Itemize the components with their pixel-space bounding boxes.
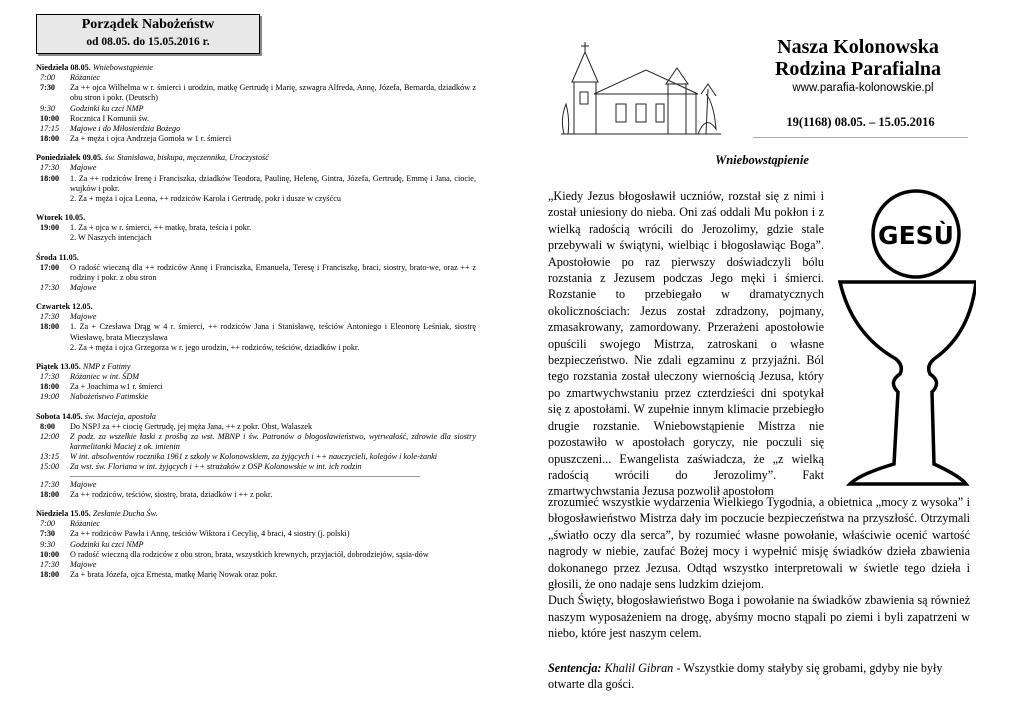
mass-intention: W int. absolwentów rocznika 1961 z szkoły w Kolonowskiem, za żyjących i ++ nauczycieli, kolegów i kole-żanki bbox=[70, 452, 438, 462]
day-date: Czwartek 12.05. bbox=[36, 302, 93, 312]
mass-entry bbox=[36, 480, 476, 490]
day-title bbox=[36, 253, 476, 263]
mass-entry bbox=[36, 174, 476, 194]
mass-time: 15:00 bbox=[40, 462, 60, 472]
mass-intention: 1. Za ++ rodziców Irenę i Franciszka, dziadków Teodora, Paulinę, Helenę, Gintra, Józefa, Gertrudę, Emmę i Jana, ciocie, wujków i pokr. bbox=[70, 173, 476, 193]
day-feast: św. Stanisława, biskupa, męczennika, Uroczystość bbox=[105, 153, 269, 163]
mass-entry bbox=[36, 322, 476, 342]
mass-entry bbox=[36, 570, 476, 580]
day-feast: NMP z Fatimy bbox=[82, 362, 131, 372]
mass-entry bbox=[36, 392, 476, 402]
mass-intention: Za + Joachima w1 r. śmierci bbox=[70, 382, 163, 392]
mass-intention: Różaniec bbox=[70, 519, 101, 529]
mass-intention: Za ++ rodziców, teściów, siostrę, brata, dziadków i ++ z pokr. bbox=[70, 489, 273, 499]
mass-entry bbox=[36, 312, 476, 322]
schedule-header bbox=[36, 14, 260, 54]
mass-intention: Godzinki ku czci NMP bbox=[70, 103, 144, 113]
mass-entry bbox=[36, 550, 476, 560]
sentence bbox=[548, 660, 970, 693]
mass-time: 18:00 bbox=[40, 570, 60, 580]
mass-entry bbox=[36, 490, 476, 500]
schedule-day bbox=[36, 253, 476, 294]
mass-time: 9:30 bbox=[40, 539, 56, 549]
schedule-day bbox=[36, 153, 476, 204]
sentence-text: - Wszystkie domy stałyby się grobami, gdyby nie były otwarte dla gości. bbox=[548, 661, 943, 692]
day-title bbox=[36, 302, 476, 312]
mass-time: 19:00 bbox=[40, 392, 60, 402]
schedule-day bbox=[36, 509, 476, 580]
mass-entry bbox=[36, 452, 476, 462]
mass-intention: O radość wieczną dla ++ rodziców Annę i Franciszka, Emanuela, Teresę i Franciszkę, braci, siostry, brato-we, oraz ++ z rodziny i pokr. z obu stron bbox=[70, 262, 476, 282]
chalice-illustration bbox=[830, 184, 976, 489]
schedule-dates: od 08.05. do 15.05.2016 r. bbox=[86, 36, 210, 48]
mass-intention: 1. Za + Czesława Drąg w 4 r. śmierci, ++ rodziców Jana i Stanisławę, teściów Antoniego i Eleonorę Leśniak, siostrę Wiesławę, brata Mieczysława bbox=[70, 322, 476, 342]
mass-intention: 2. Za + męża i ojca Leona, ++ rodziców Karola i Gertrudę, pokr i dusze w czyśćcu bbox=[70, 194, 341, 204]
mass-time: 18:00 bbox=[40, 134, 60, 144]
schedule-day bbox=[36, 362, 476, 403]
article-paragraph-1: „Kiedy Jezus błogosławił uczniów, rozstał się z nimi i został uniesiony do nieba. Oni zaś oddali Mu pokłon i z wielką radością wrócili do Jerozolimy, gdzie stale przebywali w świątyni, wielbiąc i błogosławiąc Boga”. Apostołowie po raz pierwszy doświadczyli bólu rozstania z Jezusem podczas Jego męki i śmierci. Rozstanie to przebiegało w dramatycznych okolicznościach: Jezus został zdradzony, pojmany, zmasakrowany, zamordowany. Przerażeni apostołowie opuścili swojego Mistrza, zatroskani o własne bezpieczeństwo. Nie zdali egzaminu z przyjaźni. Ból tego rozstania został uleczony wiernością Jezusa, który po zmartwychwstaniu przez czterdzieści dni spotykał się z apostołami. W zupełnie innym klimacie przebiegło drugie rozstanie. Wniebowstąpienie Mistrza nie pozostawiło w apostołach goryczy, nie poczuli się opuszczeni... Ewangelista zaświadcza, że „z wielką radością wrócili do Jerozolimy”. Fakt zmartwychwstania Jezusa pozwolił apostołom bbox=[548, 189, 824, 499]
day-date: Sobota 14.05. bbox=[36, 411, 83, 421]
mass-entry bbox=[36, 73, 476, 83]
mass-intention: Za + męża i ojca Andrzeja Gomoła w 1 r. śmierci bbox=[70, 134, 232, 144]
mass-entry bbox=[36, 223, 476, 233]
mass-entry bbox=[36, 283, 476, 293]
mass-time: 17:30 bbox=[40, 559, 60, 569]
mass-entry bbox=[36, 560, 476, 570]
mass-entry bbox=[36, 83, 476, 103]
day-title bbox=[36, 63, 476, 73]
mass-intention: Za ++ ojca Wilhelma w r. śmierci i urodzin, matkę Gertrudę i Marię, szwagra Alfreda, Annę, Józefa, Bernarda, dziadków z obu stron i pokr. (Deutsch) bbox=[70, 83, 476, 103]
mass-time: 17:30 bbox=[40, 479, 60, 489]
sentence-author: Khalil Gibran bbox=[604, 661, 674, 675]
title-line-1: Nasza Kolonowska bbox=[777, 36, 939, 58]
mass-entry bbox=[36, 233, 476, 243]
day-date: Piątek 13.05. bbox=[36, 362, 81, 372]
mass-time: 18:00 bbox=[40, 382, 60, 392]
mass-intention: Różaniec w int. ŚDM bbox=[70, 372, 140, 382]
mass-entry bbox=[36, 372, 476, 382]
mass-intention: Za ++ rodziców Pawła i Annę, teściów Wiktora i Cecylię, 4 braci, 4 siostry (j. polski) bbox=[70, 529, 350, 539]
mass-time: 7:30 bbox=[40, 529, 56, 539]
mass-time: 10:00 bbox=[40, 549, 60, 559]
mass-time: 17:30 bbox=[40, 283, 60, 293]
title-line-2: Rodzina Parafialna bbox=[774, 58, 942, 80]
mass-entry bbox=[36, 462, 476, 472]
mass-time: 10:00 bbox=[40, 113, 60, 123]
mass-intention: Nabożeństwo Fatimskie bbox=[70, 392, 149, 402]
mass-intention: Godzinki ku czci NMP bbox=[70, 539, 144, 549]
mass-intention: O radość wieczną dla rodziców z obu stron, brata, wszystkich krewnych, przyjaciół, dobrodziejów, sąsia-dów bbox=[70, 549, 429, 559]
article-paragraph-2 bbox=[548, 494, 970, 642]
day-date: Niedziela 15.05. bbox=[36, 509, 91, 519]
mass-intention: Majowe bbox=[70, 163, 97, 173]
day-title bbox=[36, 412, 476, 422]
day-date: Wtorek 10.05. bbox=[36, 213, 86, 223]
mass-time: 18:00 bbox=[40, 489, 60, 499]
mass-intention: Za + brata Józefa, ojca Ernesta, matkę Marię Nowak oraz pokr. bbox=[70, 570, 278, 580]
mass-time bbox=[36, 233, 70, 243]
sentence-label: Sentencja: bbox=[548, 661, 602, 675]
mass-entry bbox=[36, 124, 476, 134]
mass-intention: Z podz. za wszelkie łaski z prośbą za wst. MBNP i św. Patronów o błogosławieństwo, wytrwałość, zdrowie dla siostry karmelitanki Maciej z ok. imienin bbox=[70, 431, 476, 452]
parish-url: www.parafia-kolonowskie.pl bbox=[792, 82, 934, 94]
mass-intention: Za wst. św. Floriana w int. żyjących i ++ strażaków z OSP Kolonowskie w int. ich rodzin bbox=[70, 462, 362, 472]
mass-time: 17:30 bbox=[40, 312, 60, 322]
mass-time: 7:00 bbox=[40, 519, 56, 529]
mass-intention: 2. W Naszych intencjach bbox=[70, 233, 152, 243]
day-date: Poniedziałek 09.05. bbox=[36, 153, 104, 163]
day-title bbox=[36, 362, 476, 372]
day-date: Niedziela 08.05. bbox=[36, 63, 91, 72]
day-feast: św. Macieja, apostoła bbox=[84, 411, 156, 421]
feast-title: Wniebowstąpienie bbox=[715, 153, 809, 167]
day-feast: Zesłanie Ducha Św. bbox=[92, 509, 158, 519]
schedule-column bbox=[36, 14, 476, 580]
mass-intention: Rocznica I Komunii św. bbox=[70, 113, 150, 123]
chalice-text: GESÙ bbox=[878, 221, 954, 250]
mass-entry bbox=[36, 382, 476, 392]
mass-time: 12:00 bbox=[40, 431, 60, 441]
mass-entry bbox=[36, 104, 476, 114]
mass-intention: Majowe i do Miłosierdzia Bożego bbox=[70, 124, 181, 134]
mass-entry bbox=[36, 540, 476, 550]
day-title bbox=[36, 213, 476, 223]
mass-intention: Różaniec bbox=[70, 73, 101, 82]
paragraph-3-text: Duch Święty, błogosławieństwo Boga i powołanie na świadków zbawienia są również naszym wyposażeniem na drogę, abyśmy mocno stąpali po ziemi i byli zapatrzeni w niebo, które jest naszym celem. bbox=[548, 593, 970, 641]
day-feast: Wniebowstąpienie bbox=[92, 63, 153, 72]
mass-entry bbox=[36, 263, 476, 283]
mass-entry bbox=[36, 343, 476, 353]
mass-time bbox=[36, 343, 70, 353]
mass-intention: 2. Za + męża i ojca Grzegorza w r. jego urodzin, ++ rodziców, teściów, dziadków i pokr. bbox=[70, 342, 360, 352]
mass-intention: 1. Za + ojca w r. śmierci, ++ matkę, brata, teścia i pokr. bbox=[70, 223, 252, 233]
mass-intention: Majowe bbox=[70, 479, 97, 489]
mass-entry bbox=[36, 422, 476, 432]
mass-entry bbox=[36, 194, 476, 204]
schedule-day bbox=[36, 302, 476, 353]
issue-number: 19(1168) 08.05. – 15.05.2016 bbox=[786, 115, 935, 129]
mass-intention: Do NSPJ za ++ ciocię Gertrudę, jej męża Jana, ++ z pokr. Obst, Walaszek bbox=[70, 421, 313, 431]
mass-entry bbox=[36, 163, 476, 173]
mass-time bbox=[36, 194, 70, 204]
mass-time: 7:00 bbox=[40, 73, 56, 82]
schedule-day bbox=[36, 63, 476, 144]
mass-time: 17:30 bbox=[40, 372, 60, 382]
bulletin-title bbox=[758, 36, 958, 80]
divider bbox=[753, 137, 968, 138]
schedule-title: Porządek Nabożeństw bbox=[81, 17, 215, 32]
mass-time: 18:00 bbox=[40, 173, 60, 183]
paragraph-2-text: zrozumieć wszystkie wydarzenia Wielkiego Tygodnia, a obietnica „mocy z wysoka” i błogosławieństwo Mistrza dały im poczucie bezpieczeństwa na przyszłość. Otrzymali „światło oczy dla serca”, by rozumieć własne powołanie, właściwie ocenić wartość nagrody w niebie, zaufać Bożej mocy i wypełnić misję świadków dzieła zbawienia dokonanego przez Jezusa. Odtąd wszystko interpretowali w świetle tego dzieła i głosili, że ono nadaje sens ludzkim dziejom. bbox=[548, 495, 970, 592]
mass-time: 13:15 bbox=[40, 452, 60, 462]
mass-time: 19:00 bbox=[40, 223, 60, 233]
schedule-days bbox=[36, 63, 476, 580]
church-illustration bbox=[556, 34, 726, 149]
day-title bbox=[36, 509, 476, 519]
day-date: Środa 11.05. bbox=[36, 252, 79, 262]
mass-time: 17:30 bbox=[40, 163, 60, 173]
mass-intention: Majowe bbox=[70, 312, 97, 322]
mass-time: 8:00 bbox=[40, 421, 56, 431]
schedule-day bbox=[36, 412, 476, 500]
mass-intention: Majowe bbox=[70, 559, 97, 569]
divider bbox=[70, 476, 420, 477]
mass-time: 17:15 bbox=[40, 124, 60, 134]
mass-entry bbox=[36, 519, 476, 529]
mass-time: 18:00 bbox=[40, 322, 60, 332]
mass-entry bbox=[36, 529, 476, 539]
day-title bbox=[36, 153, 476, 163]
mass-time: 9:30 bbox=[40, 103, 56, 113]
mass-entry bbox=[36, 134, 476, 144]
mass-entry bbox=[36, 114, 476, 124]
mass-time: 7:30 bbox=[40, 83, 56, 93]
schedule-day bbox=[36, 213, 476, 243]
mass-entry bbox=[36, 432, 476, 452]
mass-time: 17:00 bbox=[40, 262, 60, 272]
mass-intention: Majowe bbox=[70, 283, 97, 293]
